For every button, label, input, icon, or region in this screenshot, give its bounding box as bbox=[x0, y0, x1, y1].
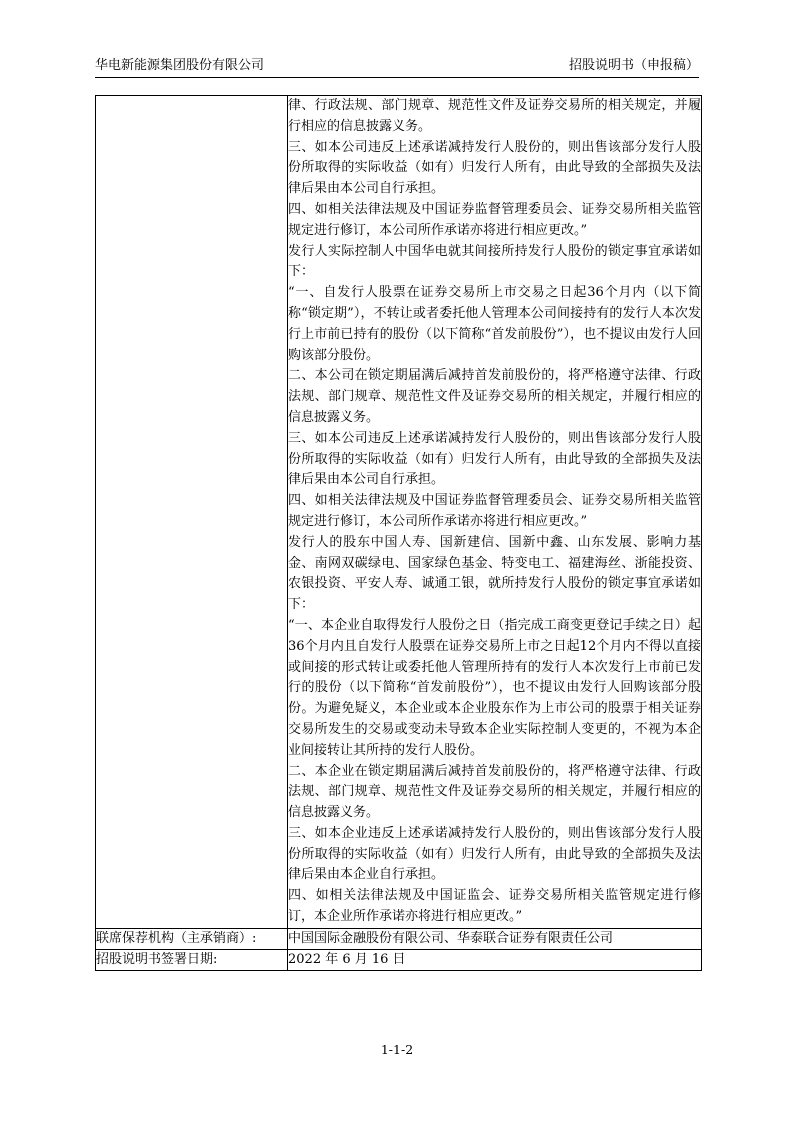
header-company-name: 华电新能源集团股份有限公司 bbox=[95, 58, 265, 73]
lockup-label-cell bbox=[96, 96, 288, 929]
lockup-paragraph: 三、如本企业违反上述承诺减持发行人股份的，则出售该部分发行人股份所取得的实际收益（如有）归发行人所有，由此导致的全部损失及法律后果由本企业自行承担。 bbox=[288, 825, 701, 883]
lockup-paragraph: 四、如相关法律法规及中国证券监督管理委员会、证券交易所相关监管规定进行修订，本公司所作承诺亦将进行相应更改。” bbox=[288, 493, 701, 529]
lockup-paragraph: 二、本企业在锁定期届满后减持首发前股份的，将严格遵守法律、行政法规、部门规章、规范性文件及证券交易所的相关规定，并履行相应的信息披露义务。 bbox=[288, 763, 701, 821]
sponsor-label: 联席保荐机构（主承销商）: bbox=[96, 928, 288, 949]
lockup-paragraph: 二、本公司在锁定期届满后减持首发前股份的，将严格遵守法律、行政法规、部门规章、规范性文件及证券交易所的相关规定，并履行相应的信息披露义务。 bbox=[288, 368, 701, 425]
page-header bbox=[95, 55, 699, 78]
lockup-paragraph: “一、自发行人股票在证券交易所上市交易之日起36个月内（以下简称“锁定期”），不转让或者委托他人管理本公司间接持有的发行人本次发行上市前已持有的股份（以下简称“首发前股份”），也不提议由发行人回购该部分股份。 bbox=[288, 285, 701, 363]
page-number: 1-1-2 bbox=[380, 1042, 414, 1057]
prospectus-info-table bbox=[95, 95, 702, 971]
signing-date-value: 2022 年 6 月 16 日 bbox=[288, 949, 702, 970]
lockup-paragraph: 发行人实际控制人中国华电就其间接所持发行人股份的锁定事宜承诺如下： bbox=[288, 243, 701, 280]
lockup-paragraph: 三、如本公司违反上述承诺减持发行人股份的，则出售该部分发行人股份所取得的实际收益（如有）归发行人所有，由此导致的全部损失及法律后果由本公司自行承担。 bbox=[288, 430, 701, 488]
lockup-paragraph: “一、本企业自取得发行人股份之日（指完成工商变更登记手续之日）起36个月内且自发行人股票在证券交易所上市之日起12个月内不得以直接或间接的形式转让或委托他人管理所持有的发行人本次发行上市前已发行的股份（以下简称“首发前股份”），也不提议由发行人回购该部分股份。为避免疑义，本企业或本企业股东作为上市公司的股票于相关证券交易所发生的交易或变动未导致本企业实际控制人变更的，不视为本企业间接转让其所持的发行人股份。 bbox=[288, 617, 701, 758]
lockup-content-cell bbox=[288, 96, 702, 929]
table-row-signing-date bbox=[96, 949, 702, 970]
lockup-paragraph: 发行人的股东中国人寿、国新建信、国新中鑫、山东发展、影响力基金、南网双碳绿电、国家绿色基金、特变电工、福建海丝、浙能投资、农银投资、平安人寿、诚通工银，就所持发行人股份的锁定事宜承诺如下： bbox=[288, 534, 701, 613]
lockup-paragraph: 四、如相关法律法规及中国证券监督管理委员会、证券交易所相关监管规定进行修订，本公司所作承诺亦将进行相应更改。” bbox=[288, 201, 701, 238]
header-document-title: 招股说明书（申报稿） bbox=[568, 58, 699, 73]
lockup-paragraph: 律、行政法规、部门规章、规范性文件及证券交易所的相关规定，并履行相应的信息披露义务。 bbox=[288, 98, 701, 134]
table-row-lockup bbox=[96, 96, 702, 929]
lockup-paragraph: 三、如本公司违反上述承诺减持发行人股份的，则出售该部分发行人股份所取得的实际收益（如有）归发行人所有，由此导致的全部损失及法律后果由本公司自行承担。 bbox=[288, 139, 701, 197]
lockup-paragraph: 四、如相关法律法规及中国证监会、证券交易所相关监管规定进行修订，本企业所作承诺亦将进行相应更改。” bbox=[288, 888, 701, 925]
sponsor-value: 中国国际金融股份有限公司、华泰联合证券有限责任公司 bbox=[288, 928, 702, 949]
table-row-sponsor bbox=[96, 928, 702, 949]
signing-date-label: 招股说明书签署日期: bbox=[96, 949, 288, 970]
